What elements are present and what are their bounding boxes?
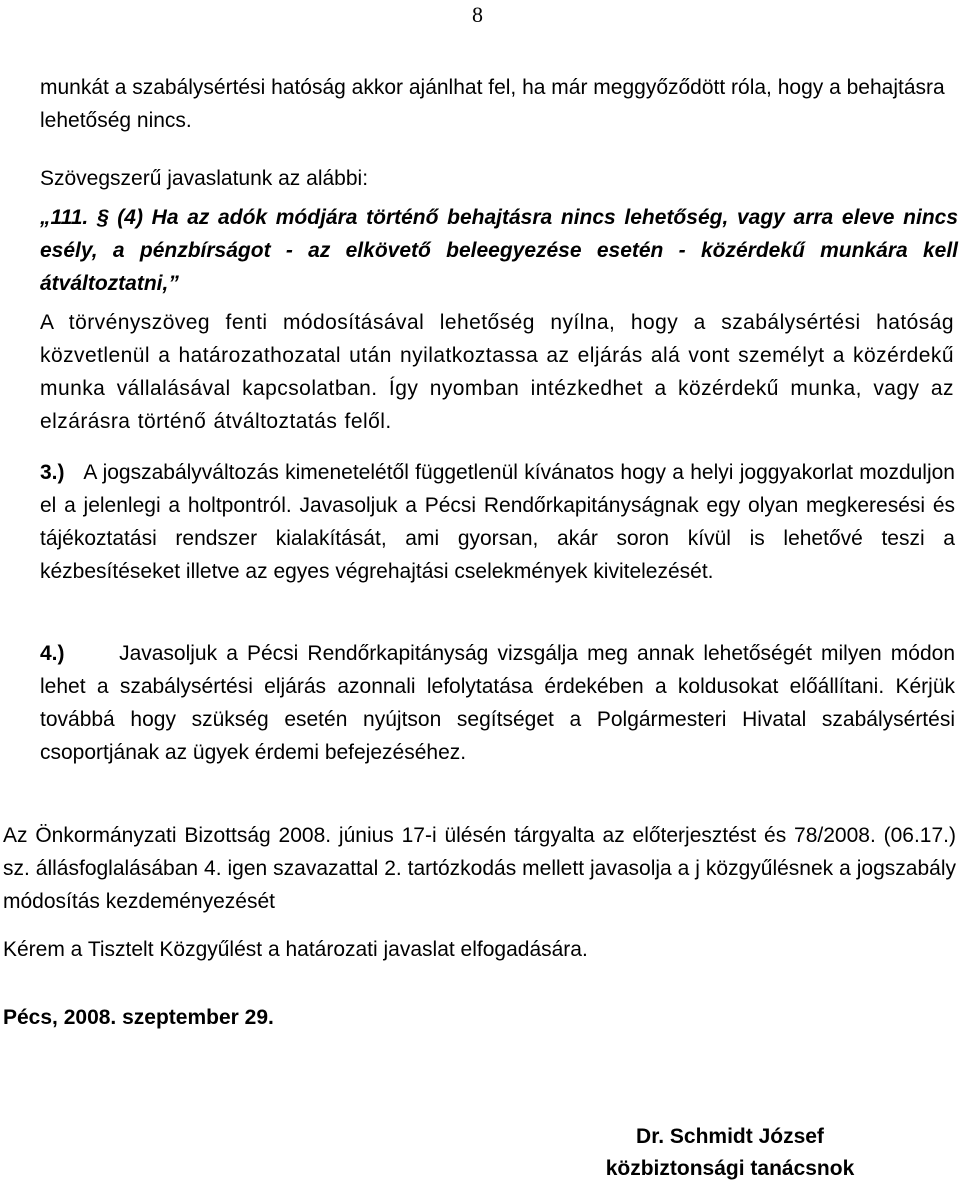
item-number: 3.) (40, 461, 65, 484)
item-text: A jogszabályváltozás kimenetelétől függetlenül kívánatos hogy a helyi joggyakorlat mozduljon el a jelenlegi a holtpontról. Javasoljuk a Pécsi Rendőrkapitányságnak egy olyan megkeresési és tájékoztatási rendszer kialakítását, ami gyorsan, akár soron kívül is lehetővé teszi a kézbesítéseket illetve az egyes végrehajtási cselekmények kivitelezését. (40, 461, 955, 583)
request-sentence: Kérem a Tisztelt Közgyűlést a határozati javaslat elfogadására. (3, 938, 588, 961)
paragraph-continuation: munkát a szabálysértési hatóság akkor ajánlhat fel, ha már meggyőződött róla, hogy a behajtásra lehetőség nincs. (40, 76, 945, 132)
date-line: Pécs, 2008. szeptember 29. (3, 1006, 274, 1029)
signatory-name: Dr. Schmidt József (636, 1125, 824, 1148)
page-number: 8 (472, 2, 483, 27)
signature-block (560, 1121, 900, 1185)
item-text: Javasoljuk a Pécsi Rendőrkapitányság vizsgálja meg annak lehetőségét milyen módon lehet a szabálysértési eljárás azonnali lefolytatása érdekében a koldusokat előállítani. Kérjük továbbá hogy szükség esetén nyújtson segítséget a Polgármesteri Hivatal szabálysértési csoportjának az ügyek érdemi befejezéséhez. (40, 642, 955, 764)
law-change-explanation: A törvényszöveg fenti módosításával lehetőség nyílna, hogy a szabálysértési hatóság közvetlenül a határozathozatal után nyilatkoztassa az eljárás alá vont személyt a közérdekű munka vállalásával kapcsolatban. Így nyomban intézkedhet a közérdekű munka, vagy az elzárásra történő átváltoztatás felől. (40, 311, 954, 433)
proposal-item-3 (40, 456, 955, 588)
proposal-intro: Szövegszerű javaslatunk az alábbi: (40, 167, 369, 190)
proposed-law-text: „111. § (4) Ha az adók módjára történő behajtásra nincs lehetőség, vagy arra eleve nincs esély, a pénzbírságot - az elkövető beleegyezése esetén - közérdekű munkára kell átváltoztatni,” (40, 206, 958, 295)
proposal-item-4 (40, 637, 955, 769)
signatory-title: közbiztonsági tanácsnok (605, 1157, 855, 1180)
item-number: 4.) (40, 642, 65, 665)
committee-statement: Az Önkormányzati Bizottság 2008. június 17-i ülésén tárgyalta az előterjesztést és 78/2008. (06.17.) sz. állásfoglalásában 4. igen szavazattal 2. tartózkodás mellett javasolja a j közgyűlésnek a jogszabály módosítás kezdeményezését (3, 824, 956, 913)
